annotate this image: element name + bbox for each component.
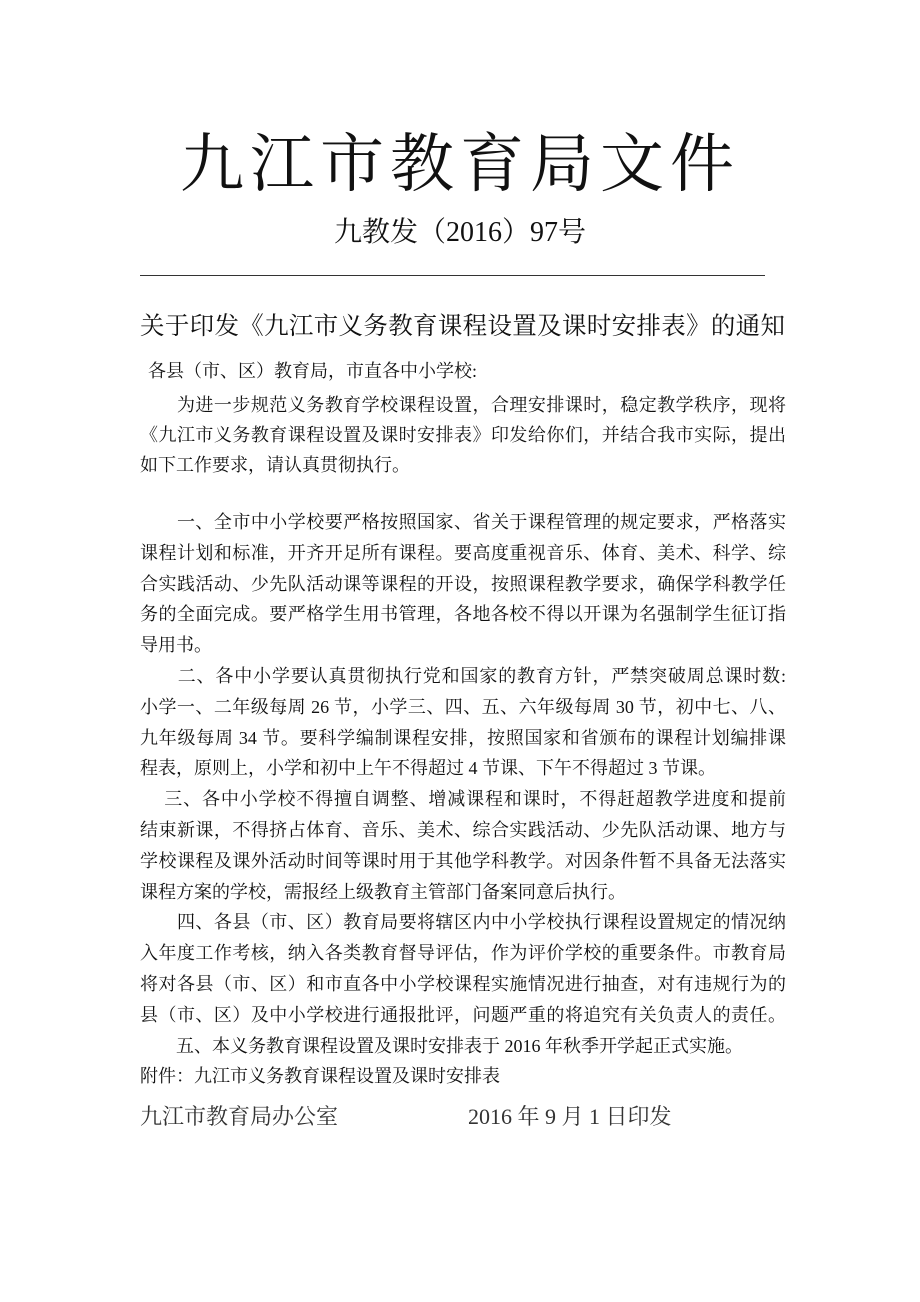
salutation: 各县（市、区）教育局，市直各中小学校:: [148, 361, 477, 381]
intro-paragraph: [140, 390, 786, 480]
text-line: 将对各县（市、区）和市直各中小学校课程实施情况进行抽查，对有违规行为的: [140, 973, 786, 994]
text-line: 如下工作要求，请认真贯彻执行。: [140, 455, 410, 475]
text-line: 课程计划和标准，开齐开足所有课程。要高度重视音乐、体育、美术、科学、综: [140, 542, 786, 563]
text-line: 五、本义务教育课程设置及课时安排表于 2016 年秋季开学起正式实施。: [140, 1035, 743, 1056]
text-line: 为进一步规范义务教育学校课程设置，合理安排课时，稳定教学秩序，现将: [140, 395, 786, 415]
body-text: [140, 507, 786, 1092]
text-line: 务的全面完成。要严格学生用书管理，各地各校不得以开课为名强制学生征订指: [140, 604, 786, 625]
header-divider: [140, 275, 765, 276]
text-line: 四、各县（市、区）教育局要将辖区内中小学校执行课程设置规定的情况纳: [140, 912, 786, 933]
text-line: 小学一、二年级每周 26 节，小学三、四、五、六年级每周 30 节，初中七、八、: [140, 696, 786, 717]
text-line: 九年级每周 34 节。要科学编制课程安排，按照国家和省颁布的课程计划编排课: [140, 727, 786, 748]
text-line: 三、各中小学校不得擅自调整、增减课程和课时，不得赶超教学进度和提前: [140, 789, 786, 810]
text-line: 附件：九江市义务教育课程设置及课时安排表: [140, 1066, 500, 1087]
text-line: 二、各中小学要认真贯彻执行党和国家的教育方针，严禁突破周总课时数:: [140, 665, 786, 686]
document-number: 九教发（2016）97号: [333, 217, 586, 248]
text-line: 《九江市义务教育课程设置及课时安排表》印发给你们，并结合我市实际，提出: [140, 425, 786, 445]
text-line: 入年度工作考核，纳入各类教育督导评估，作为评价学校的重要条件。市教育局: [140, 943, 786, 964]
issue-date: 2016 年 9 月 1 日印发: [468, 1104, 672, 1129]
text-line: 课程方案的学校，需报经上级教育主管部门备案同意后执行。: [140, 881, 626, 902]
text-line: 县（市、区）及中小学校进行通报批评，问题严重的将追究有关负责人的责任。: [140, 1004, 786, 1025]
text-line: 合实践活动、少先队活动课等课程的开设，按照课程教学要求，确保学科教学任: [140, 573, 786, 594]
text-line: 学校课程及课外活动时间等课时用于其他学科教学。对因条件暂不具备无法落实: [140, 850, 786, 871]
issuing-office: 九江市教育局办公室: [140, 1104, 339, 1129]
text-line: 一、全市中小学校要严格按照国家、省关于课程管理的规定要求，严格落实: [140, 512, 786, 532]
text-line: 导用书。: [140, 635, 212, 656]
document-header-title: 九江市教育局文件: [180, 129, 740, 200]
text-line: 结束新课，不得挤占体育、音乐、美术、综合实践活动、少先队活动课、地方与: [140, 819, 786, 840]
notice-title: 关于印发《九江市义务教育课程设置及课时安排表》的通知: [140, 313, 785, 340]
text-line: 程表，原则上，小学和初中上午不得超过 4 节课、下午不得超过 3 节课。: [140, 758, 716, 779]
